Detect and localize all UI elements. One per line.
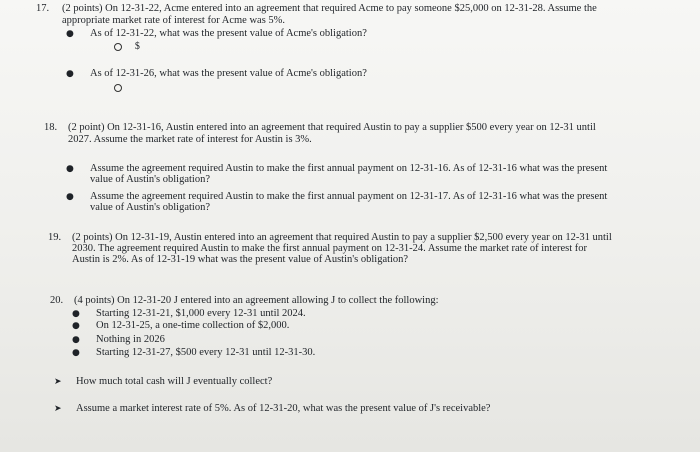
bullet-icon: ● — [72, 309, 80, 319]
bullet-icon: ● — [66, 164, 74, 174]
bullet-icon: ● — [72, 335, 80, 345]
bullet-icon: ● — [72, 348, 80, 358]
bullet-text: As of 12-31-22, what was the present value of Acme's obligation? — [90, 28, 367, 39]
question-text-line: (4 points) On 12-31-20 J entered into an agreement allowing J to collect the following: — [74, 295, 439, 306]
bullet-text: Starting 12-31-21, $1,000 every 12-31 until 2024. — [96, 308, 306, 319]
bullet-text: Assume the agreement required Austin to make the first annual payment on 12-31-16. As of 12-31-16 what was the present — [90, 163, 608, 174]
answer-field[interactable] — [114, 82, 122, 94]
bullet-text: value of Austin's obligation? — [90, 202, 211, 213]
arrow-bullet-icon: ➤ — [54, 404, 62, 414]
question-number: 19. — [48, 232, 62, 243]
bullet-icon: ● — [66, 192, 74, 202]
circle-bullet-icon — [114, 84, 122, 92]
currency-symbol: $ — [134, 41, 140, 52]
question-number: 18. — [44, 122, 58, 133]
sub-question-text: Assume a market interest rate of 5%. As of 12-31-20, what was the present value of J's receivable? — [76, 403, 491, 414]
question-text-line: (2 points) On 12-31-22, Acme entered into an agreement that required Acme to pay someone $25,000 on 12-31-28. Assume the — [62, 3, 597, 14]
circle-bullet-icon — [114, 43, 122, 51]
bullet-text: As of 12-31-26, what was the present value of Acme's obligation? — [90, 68, 367, 79]
question-text-line: appropriate market rate of interest for Acme was 5%. — [62, 15, 286, 26]
bullet-text: On 12-31-25, a one-time collection of $2,000. — [96, 320, 290, 331]
question-text-line: (2 point) On 12-31-16, Austin entered into an agreement that required Austin to pay a supplier $500 every year on 12-31 until — [68, 122, 596, 133]
arrow-bullet-icon: ➤ — [54, 377, 62, 387]
question-text-line: 2027. Assume the market rate of interest for Austin is 3%. — [68, 134, 312, 145]
bullet-icon: ● — [66, 69, 74, 79]
question-text-line: Austin is 2%. As of 12-31-19 what was the present value of Austin's obligation? — [72, 254, 409, 265]
bullet-text: Assume the agreement required Austin to make the first annual payment on 12-31-17. As of 12-31-16 what was the present — [90, 191, 608, 202]
bullet-icon: ● — [66, 29, 74, 39]
bullet-text: value of Austin's obligation? — [90, 174, 211, 185]
question-number: 20. — [50, 295, 64, 306]
bullet-text: Nothing in 2026 — [96, 334, 165, 345]
bullet-text: Starting 12-31-27, $500 every 12-31 until 12-31-30. — [96, 347, 316, 358]
question-text-line: 2030. The agreement required Austin to make the first annual payment on 12-31-24. Assume the market rate of interest for — [72, 243, 588, 254]
question-number: 17. — [36, 3, 50, 14]
sub-question-text: How much total cash will J eventually collect? — [76, 376, 273, 387]
question-text-line: (2 points) On 12-31-19, Austin entered into an agreement that required Austin to pay a supplier $2,500 every year on 12-31 until — [72, 232, 612, 243]
bullet-icon: ● — [72, 321, 80, 331]
answer-field[interactable] — [114, 41, 140, 53]
